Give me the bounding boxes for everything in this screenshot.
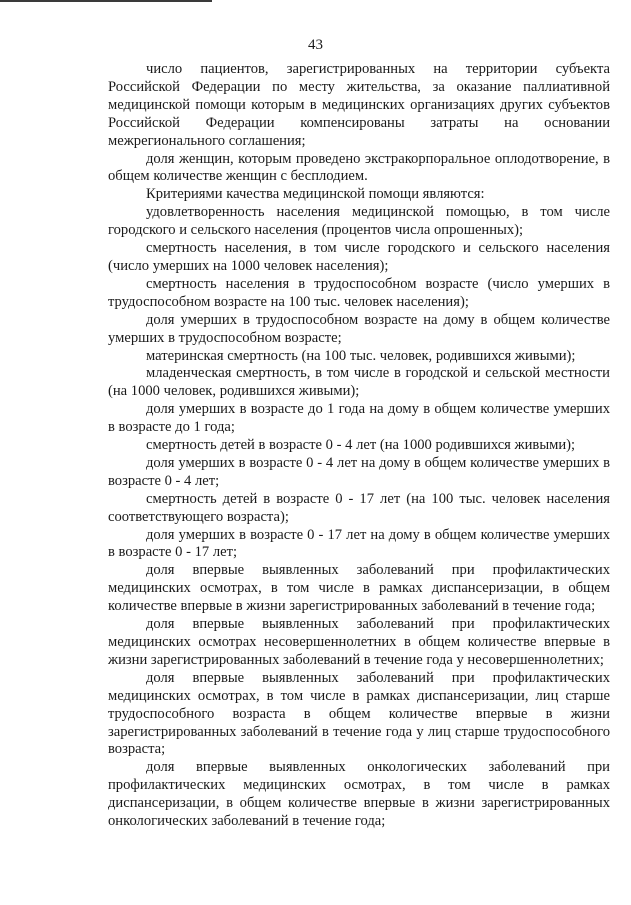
paragraph: доля женщин, которым проведено экстракорпоральное оплодотворение, в общем количестве женщин с бесплодием. [108, 150, 610, 185]
paragraph: смертность детей в возрасте 0 - 17 лет (на 100 тыс. человек населения соответствующего возраста); [108, 490, 610, 525]
paragraph: младенческая смертность, в том числе в городской и сельской местности (на 1000 человек, родившихся живыми); [108, 365, 610, 400]
paragraph: Критериями качества медицинской помощи являются: [146, 186, 485, 203]
paragraph: доля впервые выявленных онкологических заболеваний при профилактических медицинских осмотрах, в том числе в рамках диспансеризации, в общем количестве впервые в жизни зарегистрированных онкологических заболеваний в течение года; [108, 759, 610, 830]
paragraph: доля впервые выявленных заболеваний при профилактических медицинских осмотрах несовершеннолетних в общем количестве впервые в жизни зарегистрированных заболеваний в течение года у несовершеннолетних; [108, 616, 610, 668]
paragraph: число пациентов, зарегистрированных на территории субъекта Российской Федерации по месту жительства, за оказание паллиативной медицинской помощи которым в медицинских организациях других субъектов Российской Федерации компенсированы затраты на основании межрегионального соглашения; [108, 61, 610, 149]
paragraph: смертность детей в возрасте 0 - 4 лет (на 1000 родившихся живыми); [146, 437, 576, 454]
document-body [108, 61, 610, 831]
paragraph: удовлетворенность населения медицинской помощью, в том числе городского и сельского населения (процентов числа опрошенных); [108, 204, 610, 239]
paragraph: материнская смертность (на 100 тыс. человек, родившихся живыми); [146, 347, 576, 364]
paragraph: доля умерших в возрасте 0 - 4 лет на дому в общем количестве умерших в возрасте 0 - 4 лет; [108, 454, 610, 489]
paragraph: смертность населения, в том числе городского и сельского населения (число умерших на 1000 человек населения); [108, 240, 610, 274]
paragraph: доля умерших в возрасте 0 - 17 лет на дому в общем количестве умерших в возрасте 0 - 17 лет; [108, 526, 610, 561]
paragraph: доля впервые выявленных заболеваний при профилактических медицинских осмотрах, в том числе в рамках диспансеризации, в общем количестве впервые в жизни зарегистрированных заболеваний в течение года; [108, 562, 610, 615]
top-rule [0, 0, 212, 2]
paragraph: смертность населения в трудоспособном возрасте (число умерших в трудоспособном возрасте на 100 тыс. человек населения); [108, 275, 610, 310]
paragraph: доля умерших в возрасте до 1 года на дому в общем количестве умерших в возрасте до 1 года; [108, 401, 610, 436]
paragraph: доля умерших в трудоспособном возрасте на дому в общем количестве умерших в трудоспособном возрасте; [108, 311, 610, 346]
page-number: 43 [308, 37, 323, 53]
paragraph: доля впервые выявленных заболеваний при профилактических медицинских осмотрах, в том числе в рамках диспансеризации, лиц старше трудоспособного возраста в общем количестве впервые в жизни зарегистрированных заболеваний в течение года у лиц старше трудоспособного возраста; [108, 669, 610, 758]
